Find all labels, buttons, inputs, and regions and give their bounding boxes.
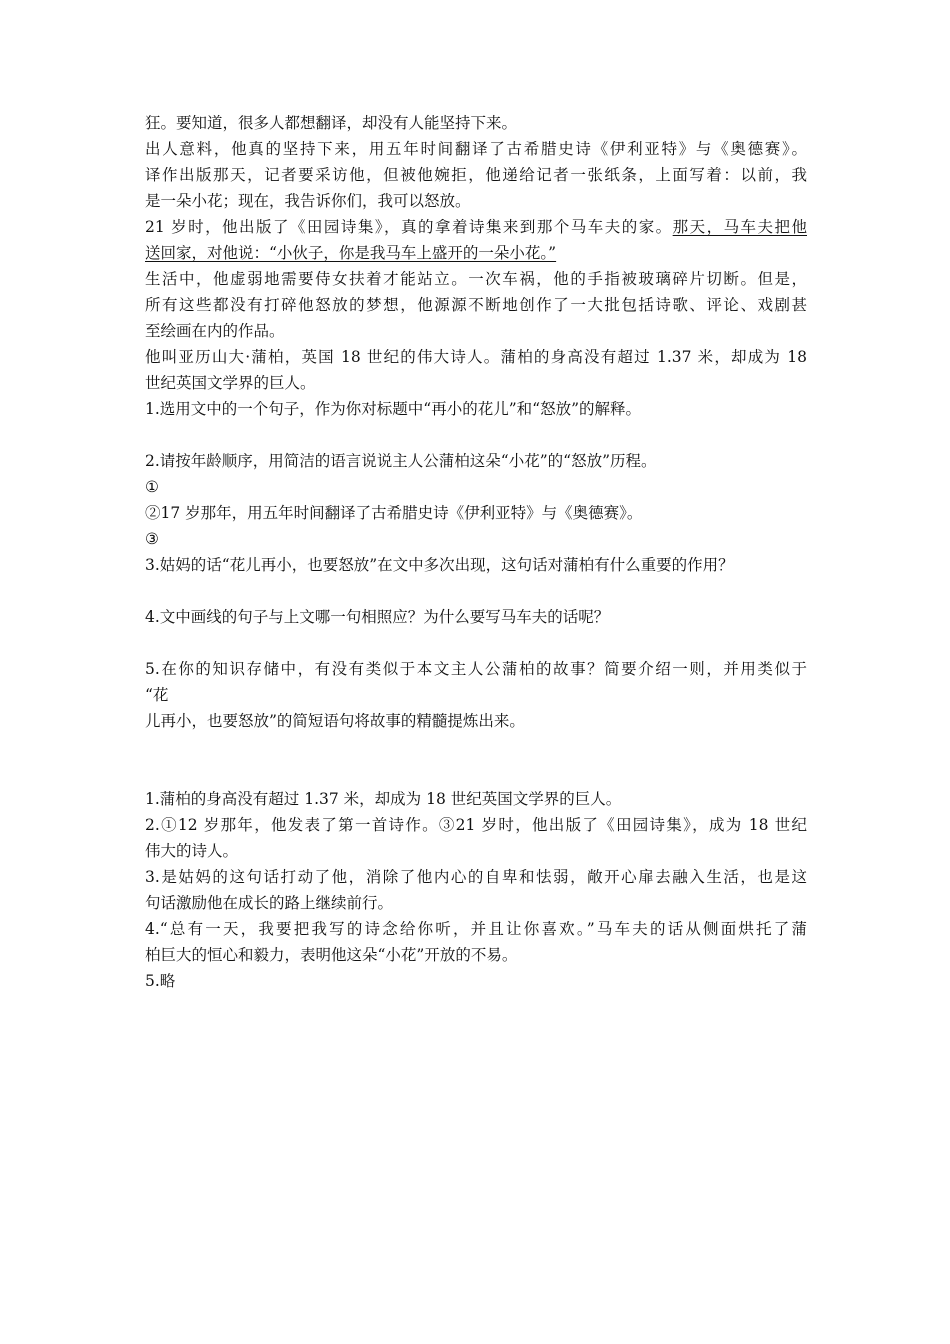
- question-5-line: 儿再小，也要怒放”的简短语句将故事的精髓提炼出来。: [145, 712, 525, 730]
- answer-4-line: 柏巨大的恒心和毅力，表明他这朵“小花”开放的不易。: [145, 946, 518, 964]
- question-4: 4.文中画线的句子与上文哪一句相照应？为什么要写马车夫的话呢？: [145, 608, 610, 626]
- article-text: 21 岁时，他出版了《田园诗集》，真的拿着诗集来到那个马车夫的家。: [145, 218, 673, 236]
- answer-4: 4.“总有一天，我要把我写的诗念给你听，并且让你喜欢。”马车夫的话从侧面烘托了蒲: [145, 920, 807, 938]
- article-line: 译作出版那天，记者要采访他，但被他婉拒，他递给记者一张纸条，上面写着：以前，我: [145, 166, 807, 184]
- article-line: [145, 214, 807, 240]
- article-line: [145, 240, 807, 266]
- article-line: 世纪英国文学界的巨人。: [145, 374, 316, 392]
- article-line: 他叫亚历山大·蒲柏，英国 18 世纪的伟大诗人。蒲柏的身高没有超过 1.37 米，却成为 18: [145, 348, 807, 366]
- answer-space: [145, 578, 807, 604]
- question-5-line: “花: [145, 686, 169, 704]
- answer-5: 5.略: [145, 972, 176, 990]
- article-line: 所有这些都没有打碎他怒放的梦想，他源源不断地创作了一大批包括诗歌、评论、戏剧甚: [145, 296, 807, 314]
- question-2-item-2: ②17 岁那年，用五年时间翻译了古希腊史诗《伊利亚特》与《奥德赛》。: [145, 504, 643, 522]
- answer-1: 1.蒲柏的身高没有超过 1.37 米，却成为 18 世纪英国文学界的巨人。: [145, 790, 622, 808]
- article-line: 生活中，他虚弱地需要侍女扶着才能站立。一次车祸，他的手指被玻璃碎片切断。但是，: [145, 270, 807, 288]
- answer-3-line: 句话激励他在成长的路上继续前行。: [145, 894, 394, 912]
- underlined-sentence: 那天，马车夫把他: [672, 218, 807, 236]
- article-line: 至绘画在内的作品。: [145, 322, 285, 340]
- answer-space: [145, 422, 807, 448]
- question-2: 2.请按年龄顺序，用简洁的语言说说主人公蒲柏这朵“小花”的“怒放”历程。: [145, 452, 657, 470]
- answer-2-line: 伟大的诗人。: [145, 842, 239, 860]
- document-page: [145, 110, 807, 994]
- underlined-sentence: 送回家，对他说：“小伙子，你是我马车上盛开的一朵小花。”: [145, 244, 557, 262]
- article-line: 出人意料，他真的坚持下来，用五年时间翻译了古希腊史诗《伊利亚特》与《奥德赛》。: [145, 140, 807, 158]
- question-2-item-1: ①: [145, 478, 159, 496]
- question-3: 3.姑妈的话“花儿再小，也要怒放”在文中多次出现，这句话对蒲柏有什么重要的作用？: [145, 556, 734, 574]
- question-2-item-3: ③: [145, 530, 159, 548]
- section-gap: [145, 734, 807, 786]
- article-line: 是一朵小花；现在，我告诉你们，我可以怒放。: [145, 192, 471, 210]
- question-1: 1.选用文中的一个句子，作为你对标题中“再小的花儿”和“怒放”的解释。: [145, 400, 641, 418]
- answer-3: 3.是姑妈的这句话打动了他，消除了他内心的自卑和怯弱，敞开心扉去融入生活，也是这: [145, 868, 807, 886]
- answer-2: 2.①12 岁那年，他发表了第一首诗作。③21 岁时，他出版了《田园诗集》，成为 18 世纪: [145, 816, 807, 834]
- article-line: 狂。要知道，很多人都想翻译，却没有人能坚持下来。: [145, 114, 518, 132]
- question-5: 5.在你的知识存储中，有没有类似于本文主人公蒲柏的故事？简要介绍一则，并用类似于: [145, 660, 807, 678]
- answer-space: [145, 630, 807, 656]
